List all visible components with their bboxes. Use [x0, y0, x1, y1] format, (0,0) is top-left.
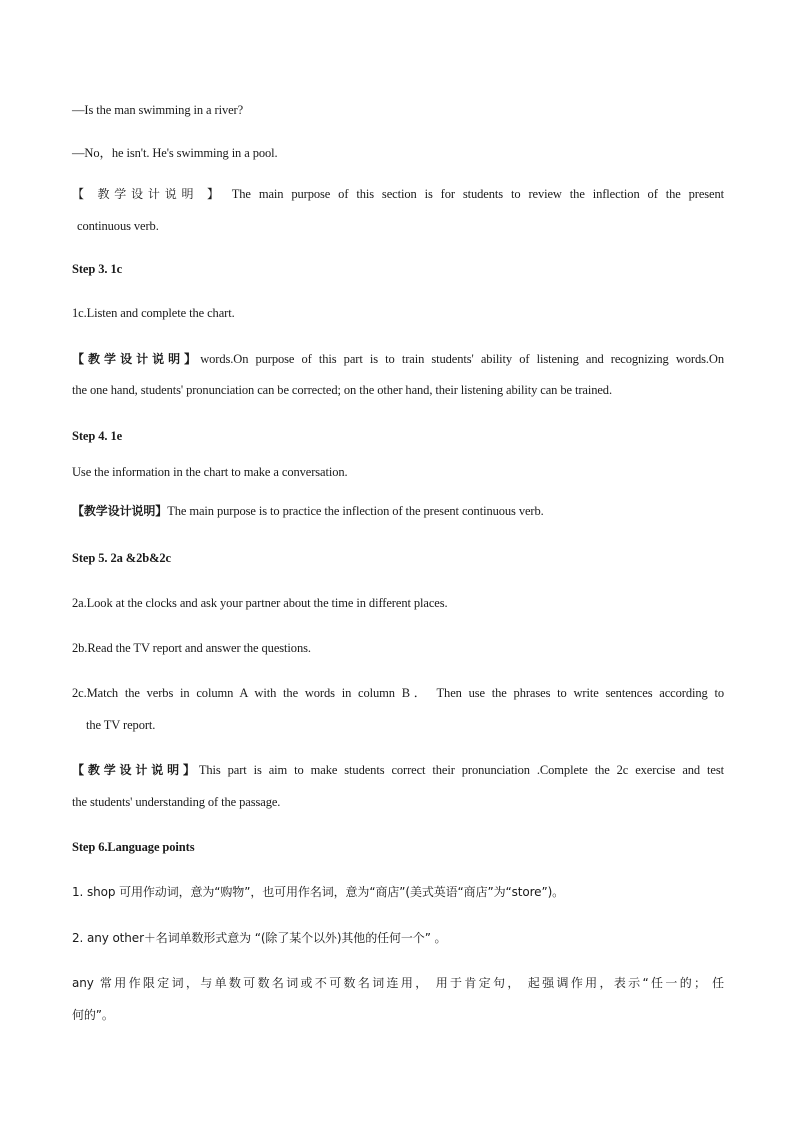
teaching-note-tag: 【教学设计说明】 — [72, 352, 201, 366]
step4-instruction: Use the information in the chart to make a conversation. — [72, 465, 348, 479]
teaching-note-3-text: The main purpose is to practice the inflection of the present continuous verb. — [167, 504, 544, 518]
step5-item-2a: 2a.Look at the clocks and ask your partner about the time in different places. — [72, 596, 448, 610]
step5-heading: Step 5. 2a &2b&2c — [72, 551, 171, 565]
teaching-note-4-line2: the students' understanding of the passage. — [72, 795, 281, 809]
teaching-note-1-text: The main purpose of this section is for students to review the inflection of the present — [231, 187, 725, 201]
dialogue-answer: —No，he isn't. He's swimming in a pool. — [72, 146, 278, 160]
step6-heading: Step 6.Language points — [72, 840, 195, 854]
step5-item-2c-line2: the TV report. — [86, 718, 156, 732]
teaching-note-2-text: words.On purpose of this part is to train students' ability of listening and recognizing words.On — [200, 352, 724, 366]
language-point-2: 2. any other＋名词单数形式意为 “(除了某个以外)其他的任何一个” 。 — [72, 931, 447, 945]
teaching-note-2-line2: the one hand, students' pronunciation can be corrected; on the other hand, their listening ability can be trained. — [72, 383, 612, 397]
language-paragraph-line2: 何的”。 — [72, 1008, 114, 1022]
step3-instruction: 1c.Listen and complete the chart. — [72, 306, 235, 320]
language-paragraph-line1: any 常用作限定词，与单数可数名词或不可数名词连用， 用于肯定句， 起强调作用，表示“任一的； 任 — [72, 976, 724, 990]
teaching-note-4-text: This part is aim to make students correct their pronunciation .Complete the 2c exercise and test — [198, 763, 725, 777]
teaching-note-3 — [72, 503, 724, 519]
step5-item-2c-line1: 2c.Match the verbs in column A with the words in column B． Then use the phrases to write sentences according to — [72, 686, 724, 700]
teaching-note-1-line1 — [72, 186, 724, 202]
teaching-note-4-line1 — [72, 762, 724, 778]
step4-heading: Step 4. 1e — [72, 429, 123, 443]
step5-item-2b: 2b.Read the TV report and answer the questions. — [72, 641, 311, 655]
teaching-note-tag: 【 教学设计说明 】 — [72, 187, 224, 201]
teaching-note-tag: 【教学设计说明】 — [72, 763, 199, 777]
language-point-1: 1. shop 可用作动词，意为“购物”，也可用作名词，意为“商店”(美式英语“商店”为“store”)。 — [72, 885, 565, 899]
teaching-note-2-line1 — [72, 351, 724, 367]
teaching-note-1-line2: continuous verb. — [77, 219, 159, 233]
dialogue-question: —Is the man swimming in a river? — [72, 103, 244, 117]
teaching-note-tag: 【教学设计说明】 — [72, 504, 168, 518]
step3-heading: Step 3. 1c — [72, 262, 123, 276]
